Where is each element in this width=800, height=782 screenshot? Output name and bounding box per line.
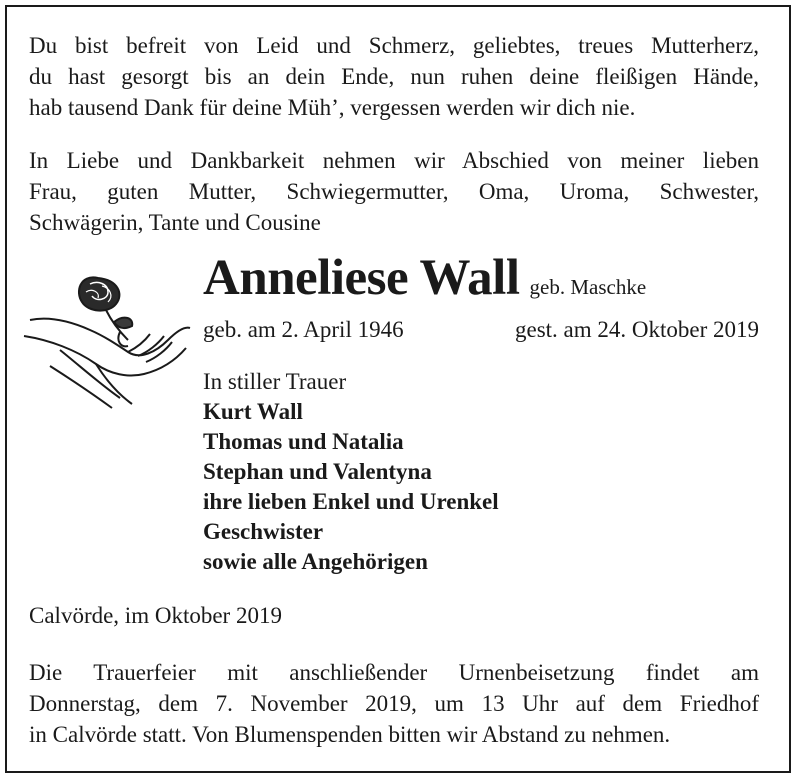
mourner-name: sowie alle Angehörigen [203, 549, 428, 574]
mourner-name: Geschwister [203, 519, 324, 544]
life-dates [203, 316, 759, 344]
intro-line: Schwägerin, Tante und Cousine [29, 210, 321, 235]
intro-text [29, 145, 759, 238]
mourners-heading: In stiller Trauer [203, 369, 347, 394]
birth-date: geb. am 2. April 1946 [203, 317, 404, 342]
funeral-notice [29, 657, 759, 750]
intro-line: In Liebe und Dankbarkeit nehmen wir Abschied von meiner lieben [29, 148, 759, 173]
rose-in-hands-icon [20, 270, 195, 410]
mourner-name: Kurt Wall [203, 399, 303, 424]
funeral-line: Donnerstag, dem 7. November 2019, um 13 Uhr auf dem Friedhof [29, 691, 759, 716]
funeral-line: Die Trauerfeier mit anschließender Urnenbeisetzung findet am [29, 660, 759, 685]
poem-line: Du bist befreit von Leid und Schmerz, geliebtes, treues Mutterherz, [29, 33, 759, 58]
intro-line: Frau, guten Mutter, Schwiegermutter, Oma, Uroma, Schwester, [29, 179, 759, 204]
poem [29, 30, 759, 123]
mourner-name: Stephan und Valentyna [203, 459, 432, 484]
mourners-list [203, 367, 723, 577]
deceased-name: Anneliese Wall [203, 250, 520, 306]
place-date: Calvörde, im Oktober 2019 [29, 603, 282, 628]
funeral-line: in Calvörde statt. Von Blumenspenden bitten wir Abstand zu nehmen. [29, 722, 671, 747]
mourner-name: Thomas und Natalia [203, 429, 404, 454]
mourner-name: ihre lieben Enkel und Urenkel [203, 489, 499, 514]
poem-line: hab tausend Dank für deine Müh’, vergessen werden wir dich nie. [29, 95, 636, 120]
deceased-header [203, 248, 759, 308]
poem-line: du hast gesorgt bis an dein Ende, nun ruhen deine fleißigen Hände, [29, 64, 759, 89]
death-date: gest. am 24. Oktober 2019 [514, 317, 759, 342]
maiden-name: geb. Maschke [529, 275, 647, 299]
